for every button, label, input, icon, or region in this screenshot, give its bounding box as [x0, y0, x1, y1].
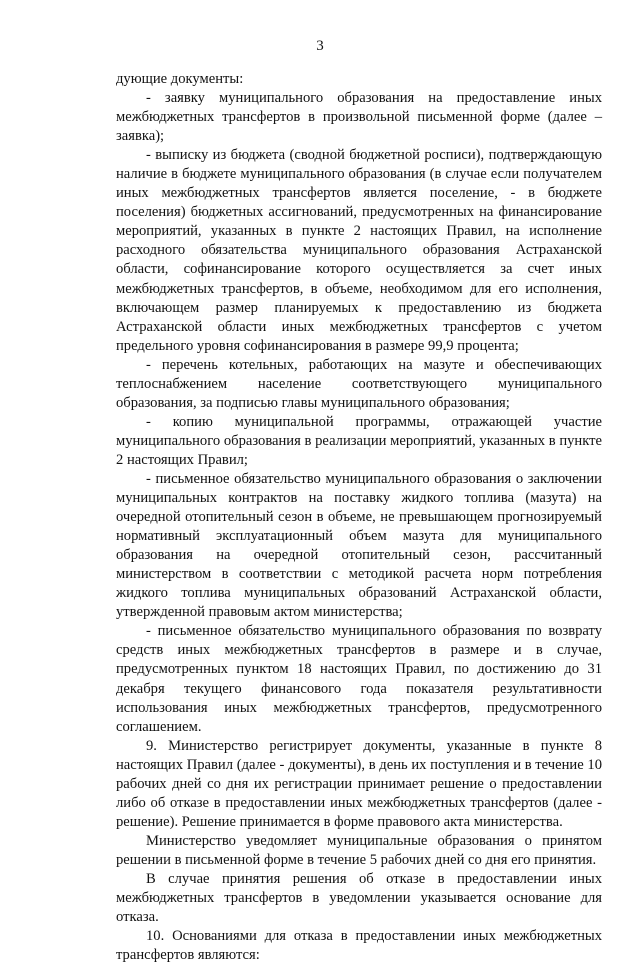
paragraph-refusal-reason: В случае принятия решения об отказе в предоставлении иных межбюджетных трансфертов в уведомлении указывается основание для отказа. [116, 870, 602, 926]
paragraph-application: - заявку муниципального образования на предоставление иных межбюджетных трансфертов в произвольной письменной форме (далее – заявка); [116, 90, 602, 145]
paragraph-item-10: 10. Основаниями для отказа в предоставлении иных межбюджетных трансфертов являются: [116, 928, 602, 964]
paragraph-continuation: дующие документы: [116, 71, 244, 87]
paragraph-notification: Министерство уведомляет муниципальные образования о принятом решении в письменной форме в течение 5 рабочих дней со дня его принятия. [116, 832, 602, 868]
paragraph-budget-extract: - выписку из бюджета (сводной бюджетной росписи), подтверждающую наличие в бюджете муниципального образования (в случае если получателем иных межбюджетных трансфертов является поселение, - в бюджете поселения) бюджетных ассигнований, предусмотренных на финансирование мероприятий, указанных в пункте 2 настоящих Правил, на исполнение расходного обязательства муниципального образования Астраханской области, софинансирование которого осуществляется за счет иных межбюджетных трансфертов, в объеме, необходимом для его исполнения, включающем размер планируемых к предоставлению из бюджета Астраханской области иных межбюджетных трансфертов с учетом предельного уровня софинансирования в размере 99,9 процента; [116, 147, 602, 354]
paragraph-boiler-list: - перечень котельных, работающих на мазуте и обеспечивающих теплоснабжением население соответствующего муниципального образования, за подписью главы муниципального образования; [116, 356, 602, 411]
paragraph-refund-obligation: - письменное обязательство муниципального образования по возврату средств иных межбюджетных трансфертов в размере и в случае, предусмотренных пунктом 18 настоящих Правил, по достижению до 31 декабря текущего финансового года показателя результативности использования иных межбюджетных трансфертов, предусмотренного соглашением. [116, 623, 602, 735]
paragraph-program-copy: - копию муниципальной программы, отражающей участие муниципального образования в реализации мероприятий, указанных в пункте 2 настоящих Правил; [116, 413, 602, 468]
paragraph-item-9: 9. Министерство регистрирует документы, указанные в пункте 8 настоящих Правил (далее - документы), в день их поступления и в течение 10 рабочих дней со дня их регистрации принимает решение о предоставлении либо об отказе в предоставлении иных межбюджетных трансфертов (далее - решение). Решение принимается в форме правового акта министерства. [116, 737, 602, 830]
paragraph-contract-obligation: - письменное обязательство муниципального образования о заключении муниципальных контрактов на поставку жидкого топлива (мазута) на очередной отопительный сезон в объеме, не превышающем прогнозируемый нормативный эксплуатационный объем мазута для муниципального образования на очередной отопительный сезон, рассчитанный министерством в соответствии с методикой расчета норм потребления жидкого топлива муниципальных образований Астраханской области, утвержденной правовым актом министерства; [116, 470, 602, 621]
page-number: 3 [316, 38, 324, 54]
document-body [116, 70, 602, 965]
